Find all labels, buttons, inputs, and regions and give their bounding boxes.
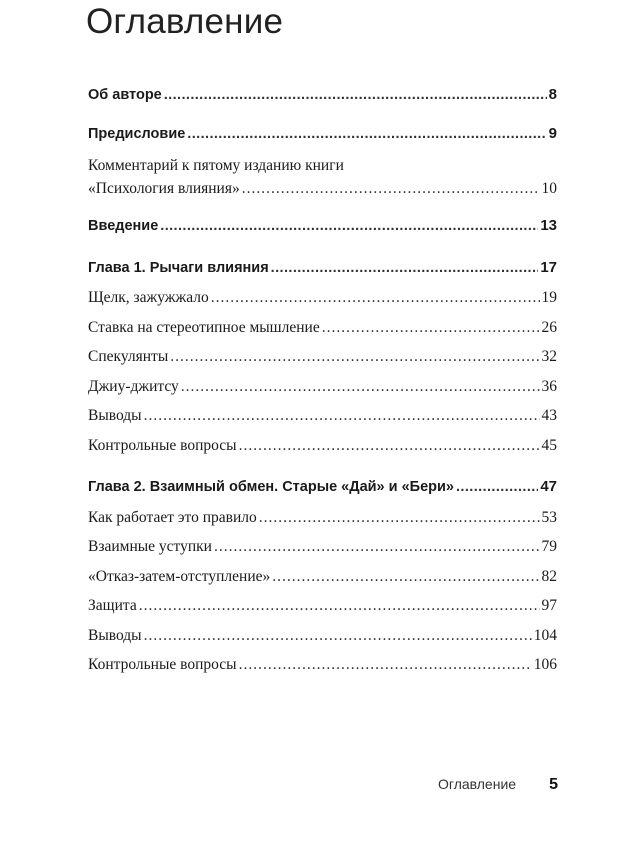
toc-entry-chapter-2-item[interactable] xyxy=(88,626,557,646)
toc-entry-page: 53 xyxy=(541,509,557,526)
toc-entry-page: 8 xyxy=(548,86,557,103)
dot-leader xyxy=(187,124,546,144)
toc-entry-chapter-1-item[interactable] xyxy=(88,406,557,426)
toc-entry-page: 17 xyxy=(540,259,557,276)
toc-entry-label: «Психология влияния» xyxy=(88,180,240,197)
toc-entry-page: 19 xyxy=(541,289,557,306)
toc-entry-label: «Отказ-затем-отступление» xyxy=(88,568,271,585)
dot-leader xyxy=(160,216,538,236)
toc-entry-label: Об авторе xyxy=(88,87,162,103)
dot-leader xyxy=(144,406,540,426)
dot-leader xyxy=(456,477,538,497)
dot-leader xyxy=(239,655,532,675)
toc-entry-chapter-2-item[interactable] xyxy=(88,537,557,557)
toc-entry-page: 10 xyxy=(541,180,557,197)
toc-entry-label: Спекулянты xyxy=(88,348,169,365)
page-title: Оглавление xyxy=(86,2,284,41)
toc-entry-page: 32 xyxy=(541,348,557,365)
toc-entry-chapter-1-item[interactable] xyxy=(88,288,557,308)
toc-entry-preface[interactable] xyxy=(88,124,557,144)
dot-leader xyxy=(164,85,547,105)
toc-entry-label: Выводы xyxy=(88,627,142,644)
dot-leader xyxy=(242,179,540,199)
toc-entry-commentary-line1[interactable]: Комментарий к пятому изданию книги xyxy=(88,157,344,174)
toc-entry-page: 45 xyxy=(541,437,557,454)
toc-entry-commentary[interactable] xyxy=(88,179,557,199)
dot-leader xyxy=(211,288,540,308)
toc-entry-label: Щелк, зажужжало xyxy=(88,289,209,306)
dot-leader xyxy=(181,377,540,397)
toc-entry-page: 104 xyxy=(533,627,557,644)
toc-entry-label: Взаимные уступки xyxy=(88,538,212,555)
dot-leader xyxy=(139,596,540,616)
toc-entry-chapter-2-item[interactable] xyxy=(88,508,557,528)
dot-leader xyxy=(271,258,539,278)
toc-entry-chapter-1-item[interactable] xyxy=(88,377,557,397)
toc-entry-page: 26 xyxy=(541,319,557,336)
toc-entry-chapter-2[interactable] xyxy=(88,477,557,497)
toc-entry-page: 82 xyxy=(541,568,557,585)
toc-entry-page: 36 xyxy=(541,378,557,395)
dot-leader xyxy=(214,537,540,557)
dot-leader xyxy=(272,567,539,587)
toc-entry-chapter-1-item[interactable] xyxy=(88,347,557,367)
toc-entry-label: Глава 2. Взаимный обмен. Старые «Дай» и «Бери» xyxy=(88,479,454,495)
toc-entry-chapter-1-item[interactable] xyxy=(88,318,557,338)
toc-entry-chapter-2-item[interactable] xyxy=(88,655,557,675)
toc-entry-label: Контрольные вопросы xyxy=(88,656,237,673)
dot-leader xyxy=(170,347,539,367)
toc-entry-label: Выводы xyxy=(88,407,142,424)
toc-entry-chapter-1-item[interactable] xyxy=(88,436,557,456)
toc-entry-label: Джиу-джитсу xyxy=(88,378,179,395)
toc-entry-label: Предисловие xyxy=(88,126,186,142)
footer-section-label: Оглавление xyxy=(438,776,517,792)
dot-leader xyxy=(239,436,540,456)
toc-entry-page: 97 xyxy=(541,597,557,614)
toc-entry-introduction[interactable] xyxy=(88,216,557,236)
toc-entry-chapter-1[interactable] xyxy=(88,258,557,278)
toc-entry-label: Защита xyxy=(88,597,137,614)
toc-entry-page: 9 xyxy=(548,125,557,142)
dot-leader xyxy=(144,626,532,646)
toc-entry-page: 106 xyxy=(533,656,557,673)
page-footer xyxy=(438,776,558,794)
toc-entry-page: 47 xyxy=(540,478,557,495)
toc-entry-chapter-2-item[interactable] xyxy=(88,567,557,587)
toc-entry-chapter-2-item[interactable] xyxy=(88,596,557,616)
toc-entry-label: Контрольные вопросы xyxy=(88,437,237,454)
toc-entry-label: Глава 1. Рычаги влияния xyxy=(88,260,269,276)
toc-entry-label: Введение xyxy=(88,218,159,234)
dot-leader xyxy=(322,318,540,338)
toc-entry-label: Ставка на стереотипное мышление xyxy=(88,319,320,336)
toc-entry-page: 79 xyxy=(541,538,557,555)
toc-entry-about-author[interactable] xyxy=(88,85,557,105)
toc-entry-label: Как работает это правило xyxy=(88,509,257,526)
dot-leader xyxy=(259,508,540,528)
toc-entry-page: 13 xyxy=(540,217,557,234)
page-number: 5 xyxy=(549,776,558,793)
toc-entry-page: 43 xyxy=(541,407,557,424)
